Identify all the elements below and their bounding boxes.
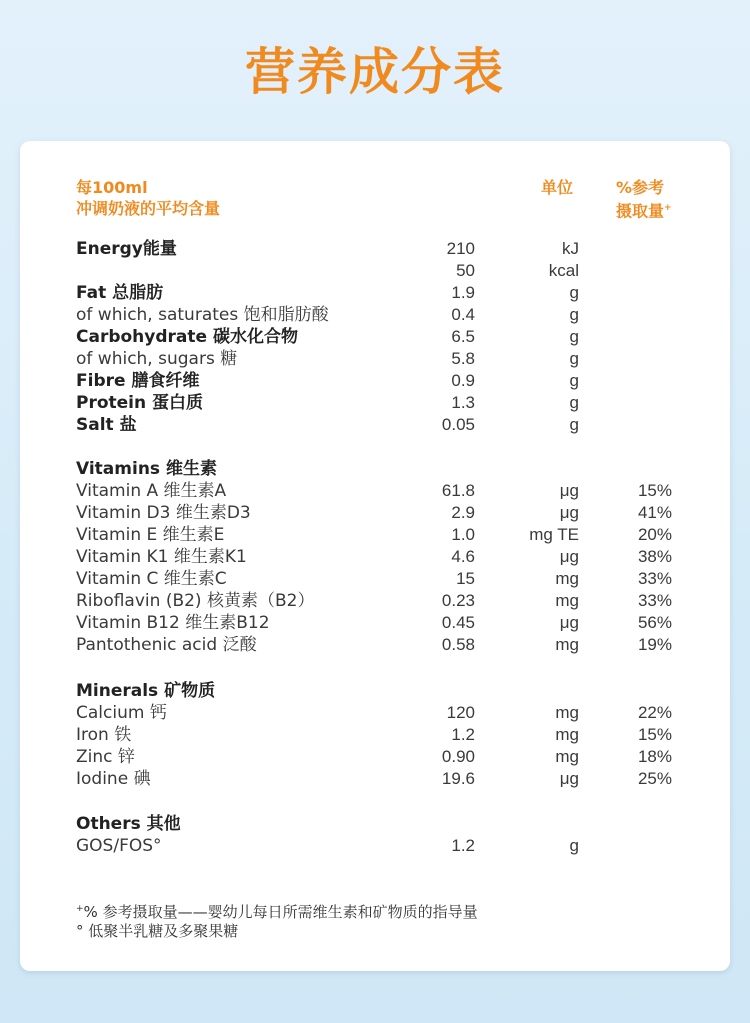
footnote-reference-intake: +% 参考摄取量——婴幼儿每日所需维生素和矿物质的指导量 — [76, 903, 478, 921]
table-row: Salt 盐 0.05 g — [76, 415, 579, 435]
table-row: Protein 蛋白质 1.3 g — [76, 393, 579, 413]
table-row: Energy能量 210 kJ — [76, 239, 579, 259]
header-basis-line2: 冲调奶液的平均含量 — [76, 199, 221, 218]
table-row: Fibre 膳食纤维 0.9 g — [76, 371, 579, 391]
footnote-gos-fos: ° 低聚半乳糖及多聚果糖 — [76, 922, 239, 940]
table-row: of which, sugars 糖 5.8 g — [76, 349, 579, 369]
table-row: Iodine 碘 19.6 μg 25% — [76, 769, 672, 789]
table-row: Calcium 钙 120 mg 22% — [76, 703, 672, 723]
table-row: Vitamin K1 维生素K1 4.6 μg 38% — [76, 547, 672, 567]
table-row: Vitamin E 维生素E 1.0 mg TE 20% — [76, 525, 672, 545]
table-row: Riboflavin (B2) 核黄素（B2） 0.23 mg 33% — [76, 591, 672, 611]
table-row: Pantothenic acid 泛酸 0.58 mg 19% — [76, 635, 672, 655]
table-row: Vitamin D3 维生素D3 2.9 μg 41% — [76, 503, 672, 523]
header-basis-line1: 每100ml — [76, 178, 148, 197]
table-row: Iron 铁 1.2 mg 15% — [76, 725, 672, 745]
table-row: Vitamin A 维生素A 61.8 μg 15% — [76, 481, 672, 501]
header-basis — [76, 177, 220, 219]
table-row: GOS/FOS° 1.2 g — [76, 836, 579, 856]
section-heading-others: Others 其他 — [76, 814, 181, 834]
table-row: 50 kcal — [456, 261, 579, 280]
table-row: of which, saturates 饱和脂肪酸 0.4 g — [76, 305, 579, 325]
section-heading-vitamins: Vitamins 维生素 — [76, 459, 217, 479]
header-unit: 单位 — [541, 178, 574, 197]
table-row: Fat 总脂肪 1.9 g — [76, 283, 579, 303]
table-row: Carbohydrate 碳水化合物 6.5 g — [76, 327, 579, 347]
header-pct — [616, 177, 672, 221]
nutrition-table-card — [20, 141, 730, 971]
header-pct-line1: %参考 — [616, 178, 665, 197]
header-pct-line2: 摄取量+ — [616, 201, 672, 221]
section-heading-minerals: Minerals 矿物质 — [76, 681, 216, 701]
page-title: 营养成分表 — [245, 43, 505, 101]
table-row: Zinc 锌 0.90 mg 18% — [76, 747, 672, 767]
table-row: Vitamin B12 维生素B12 0.45 μg 56% — [76, 613, 672, 633]
table-row: Vitamin C 维生素C 15 mg 33% — [76, 569, 672, 589]
